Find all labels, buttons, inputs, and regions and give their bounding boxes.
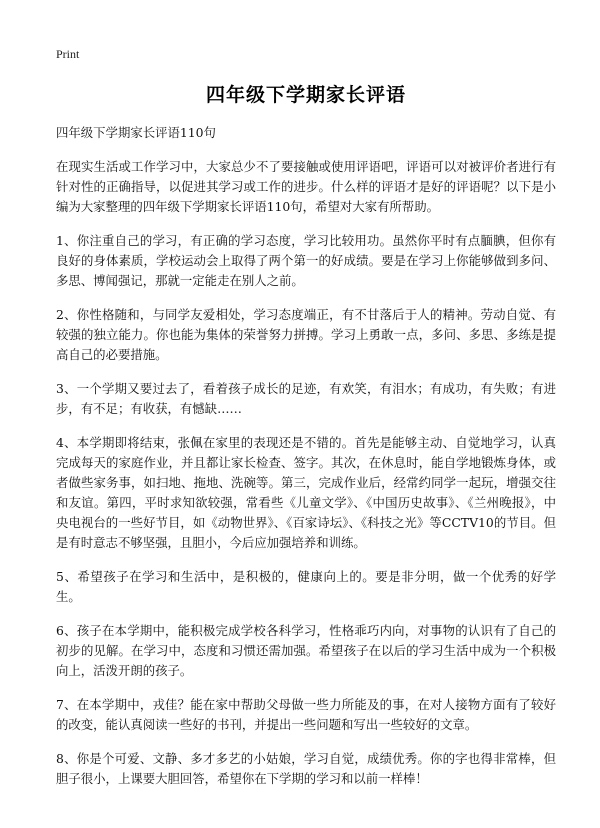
comment-item-7: 7、在本学期中，戎佳？能在家中帮助父母做一些力所能及的事，在对人接物方面有了较好的改变，能认真阅读一些好的书刊，并提出一些问题和写出一些较好的文章。 <box>56 697 556 732</box>
page-title: 四年级下学期家长评语 <box>205 84 406 106</box>
comment-item-6: 6、孩子在本学期中，能积极完成学校各科学习，性格乖巧内向，对事物的认识有了自己的初步的见解。在学习中，态度和习惯还需加强。希望孩子在以后的学习生活中成为一个积极向上，活泼开朗的孩子。 <box>56 623 556 678</box>
document-body <box>56 80 556 803</box>
intro-paragraph: 在现实生活或工作学习中，大家总少不了要接触或使用评语吧，评语可以对被评价者进行有针对性的正确指导，以促进其学习或工作的进步。什么样的评语才是好的评语呢？以下是小编为大家整理的四年级下学期家长评语110句，希望对大家有所帮助。 <box>56 159 556 214</box>
comment-item-4: 4、本学期即将结束，张佩在家里的表现还是不错的。首先是能够主动、自觉地学习，认真完成每天的家庭作业，并且都让家长检查、签字。其次，在休息时，能自学地锻炼身体，或者做些家务事，如扫地、拖地、洗碗等。第三，完成作业后，经常约同学一起玩，增强交往和友谊。第四，平时求知欲较强，常看些《儿童文学》、《中国历史故事》、《兰州晚报》，中央电视台的一些好节目，如《动物世界》、《百家诗坛》、《科技之光》等CCTV10的节目。但是有时意志不够坚强，且胆小，今后应加强培养和训练。 <box>56 435 556 550</box>
comment-item-3: 3、一个学期又要过去了，看着孩子成长的足迹，有欢笑，有泪水；有成功，有失败；有进步，有不足；有收获，有憾缺…… <box>56 381 556 416</box>
print-link[interactable]: Print <box>56 47 80 61</box>
comment-item-8: 8、你是个可爱、文静、多才多艺的小姑娘，学习自觉，成绩优秀。你的字也得非常棒，但胆子很小，上课要大胆回答，希望你在下学期的学习和以前一样棒！ <box>56 751 556 786</box>
comment-item-5: 5、希望孩子在学习和生活中，是积极的，健康向上的。要是非分明，做一个优秀的好学生。 <box>56 569 556 604</box>
comment-item-1: 1、你注重自己的学习，有正确的学习态度，学习比较用功。虽然你平时有点腼腆，但你有良好的身体素质，学校运动会上取得了两个第一的好成绩。要是在学习上你能够做到多问、多思、博闻强记，那就一定能走在别人之前。 <box>56 233 556 288</box>
comment-item-2: 2、你性格随和，与同学友爱相处，学习态度端正，有不甘落后于人的精神。劳动自觉、有较强的独立能力。你也能为集体的荣誉努力拼搏。学习上勇敢一点，多问、多思、多练是提高自己的必要措施。 <box>56 307 556 362</box>
document-subtitle: 四年级下学期家长评语110句 <box>56 125 216 140</box>
